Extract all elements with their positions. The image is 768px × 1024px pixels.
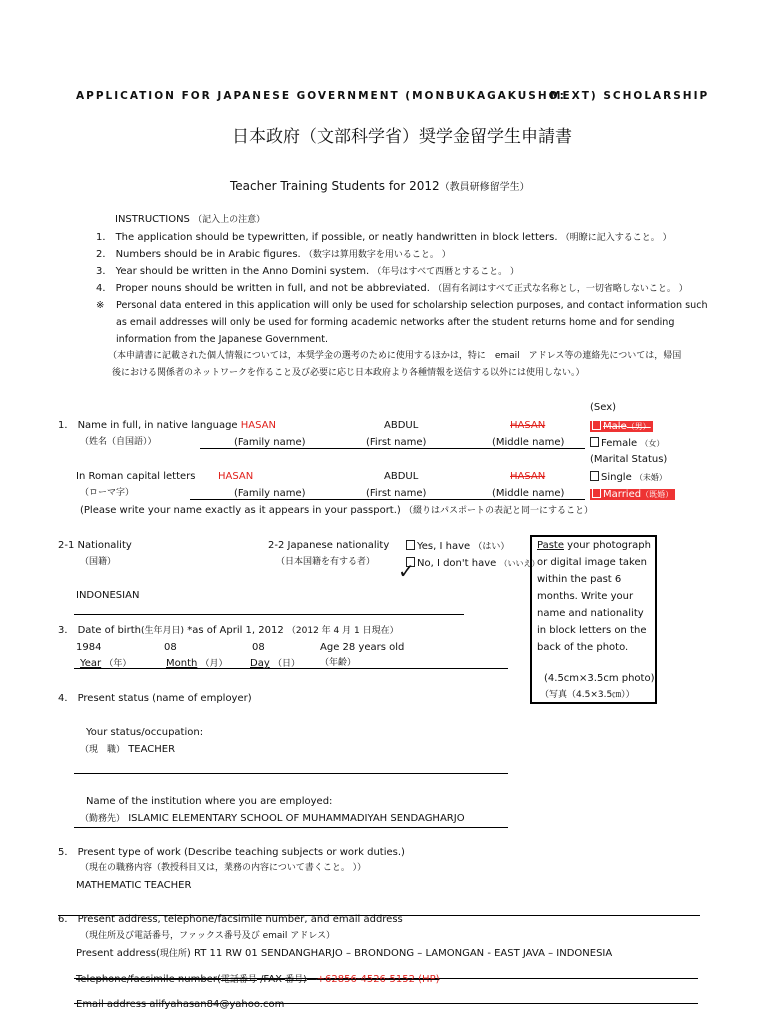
- marital-label: (Marital Status): [590, 454, 668, 465]
- col-first: (First name): [366, 488, 427, 499]
- occupation-row: （現 職） TEACHER: [80, 744, 176, 755]
- note-japanese: （本申請書に記載された個人情報については，本奨学金の選考のために使用するほかは，特に email アドレス等の連絡先については，帰国: [108, 351, 682, 361]
- single-option[interactable]: Single （未婚）: [590, 471, 667, 484]
- phone-row: Telephone/facsimile number(電話番号 /FAX 番号) +62856-4526-5152 (HP): [76, 974, 440, 985]
- yes-checkbox: [406, 540, 415, 550]
- instruction-item: 3． Year should be written in the Anno Domini system. （年号はすべて西暦とすること。 ）: [96, 266, 520, 277]
- occupation-line: [74, 773, 508, 774]
- photo-size: (4.5cm×3.5cm photo): [544, 673, 655, 684]
- passport-note: (Please write your name exactly as it appears in your passport.) （綴りはパスポートの表記と同一にすること）: [80, 505, 594, 516]
- single-checkbox: [590, 471, 599, 481]
- photo-size-ja: （写真（4.5×3.5㎝））: [540, 690, 635, 700]
- year-label: Year （年）: [80, 658, 132, 669]
- sex-male-option[interactable]: Male（男）: [590, 420, 653, 433]
- age-value: Age 28 years old: [320, 642, 405, 653]
- jp-no-option[interactable]: No, I don't have （いいえ）: [406, 557, 539, 570]
- work-label-ja: （現在の職務内容（教授科目又は，業務の内容について書くこと。 ））: [80, 863, 367, 873]
- roman-label: In Roman capital letters: [76, 471, 196, 482]
- roman-label-ja: （ローマ字）: [80, 488, 135, 498]
- address-row: Present address(現住所) RT 11 RW 01 SENDANGHARJO – BRONDONG – LAMONGAN - EAST JAVA – INDONESIA: [76, 948, 613, 959]
- col-middle: (Middle name): [492, 488, 565, 499]
- dob-year: 1984: [76, 642, 102, 653]
- col-first: (First name): [366, 437, 427, 448]
- roman-first-name: ABDUL: [384, 471, 419, 482]
- roman-middle-name: HASAN: [510, 471, 546, 482]
- dob-label: 3． Date of birth(生年月日) *as of April 1, 2012 （2012 年 4 月 1 日現在）: [58, 625, 399, 636]
- age-label: （年齢）: [320, 658, 357, 668]
- nationality-value: INDONESIAN: [76, 590, 140, 601]
- title-japanese: 日本政府（文部科学省）奨学金留学生申請書: [232, 127, 572, 147]
- col-middle: (Middle name): [492, 437, 565, 448]
- jp-yes-option[interactable]: Yes, I have （はい）: [406, 540, 509, 553]
- email-value: alifyahasan84@yahoo.com: [149, 999, 285, 1010]
- note-line: as email addresses will only be used for forming academic networks after the student returns home and for sending: [116, 317, 675, 328]
- male-checkbox: [592, 420, 601, 430]
- address-value: ) RT 11 RW 01 SENDANGHARJO – BRONDONG – LAMONGAN - EAST JAVA – INDONESIA: [186, 948, 613, 959]
- address-section-line: [58, 915, 700, 916]
- jp-nationality-label: 2-2 Japanese nationality: [268, 540, 390, 551]
- note-japanese: 後における関係者のネットワークを作ること及び必要に応じ日本政府より各種情報を送信する以外には使用しない。）: [112, 368, 585, 378]
- native-middle-name: HASAN: [510, 420, 546, 431]
- nationality-label: 2-1 Nationality: [58, 540, 132, 551]
- address-section-label-ja: （現住所及び電話番号，ファックス番号及び email アドレス）: [80, 931, 336, 941]
- institution-line: [74, 827, 508, 828]
- married-checkbox: [592, 488, 601, 498]
- native-label-ja: （姓名（自国語））: [80, 437, 157, 447]
- instruction-item: 2． Numbers should be in Arabic figures. （数字は算用数字を用いること。 ）: [96, 249, 451, 260]
- nationality-line: [74, 614, 464, 615]
- sex-label: (Sex): [590, 402, 617, 413]
- note-line: information from the Japanese Government.: [116, 334, 329, 345]
- check-mark: ✓: [398, 559, 415, 583]
- occupation-value: TEACHER: [128, 744, 176, 755]
- institution-row: （勤務先） ISLAMIC ELEMENTARY SCHOOL OF MUHAMMADIYAH SENDAGHARJO: [80, 813, 465, 824]
- native-first-name: ABDUL: [384, 420, 419, 431]
- photo-instruction: Paste your photograph: [537, 540, 651, 551]
- photo-instruction: months. Write your: [537, 591, 634, 602]
- sex-female-option[interactable]: Female （女）: [590, 437, 664, 450]
- email-row: Email address alifyahasan84@yahoo.com: [76, 999, 285, 1010]
- status-label: 4． Present status (name of employer): [58, 693, 252, 704]
- occupation-label: Your status/occupation:: [86, 727, 204, 738]
- institution-label: Name of the institution where you are employed:: [86, 796, 333, 807]
- native-family-name: HASAN: [240, 420, 276, 431]
- col-family: (Family name): [234, 437, 306, 448]
- section1-label: 1． Name in full, in native language HASAN: [58, 420, 276, 431]
- title-english-mext: MEXT) SCHOLARSHIP: [550, 90, 710, 102]
- address-section-label: 6． Present address, telephone/facsimile number, and email address: [58, 914, 403, 925]
- dob-month: 08: [164, 642, 177, 653]
- married-option[interactable]: Married（既婚）: [590, 488, 675, 501]
- note-mark: ※: [96, 300, 105, 311]
- female-checkbox: [590, 437, 599, 447]
- photo-instruction: or digital image taken: [537, 557, 647, 568]
- instruction-item: 4． Proper nouns should be written in full, and not be abbreviated. （固有名詞はすべて正式な名称とし，一切省略しないこと。 ）: [96, 283, 688, 294]
- nationality-label-ja: （国籍）: [80, 557, 117, 567]
- phone-value: +62856-4526-5152 (HP): [316, 974, 440, 985]
- day-label: Day （日）: [250, 658, 300, 669]
- month-label: Month （月）: [166, 658, 228, 669]
- roman-family-name: HASAN: [218, 471, 254, 482]
- subtitle: Teacher Training Students for 2012（教員研修留学生）: [230, 179, 530, 193]
- jp-nationality-label-ja: （日本国籍を有する者）: [276, 557, 376, 567]
- photo-instruction: name and nationality: [537, 608, 644, 619]
- photo-instruction: in block letters on the: [537, 625, 647, 636]
- col-family: (Family name): [234, 488, 306, 499]
- photo-instruction: within the past 6: [537, 574, 622, 585]
- note-line: Personal data entered in this application will only be used for scholarship selection purposes, and contact information such: [116, 300, 708, 311]
- title-english: APPLICATION FOR JAPANESE GOVERNMENT (MONBUKAGAKUSHO:: [76, 90, 566, 102]
- instruction-item: 1． The application should be typewritten, if possible, or neatly handwritten in block letters. （明瞭に記入すること。 ）: [96, 232, 672, 243]
- work-label: 5． Present type of work (Describe teaching subjects or work duties.): [58, 847, 405, 858]
- photo-instruction: back of the photo.: [537, 642, 629, 653]
- instructions-heading: INSTRUCTIONS （記入上の注意）: [115, 214, 266, 225]
- work-value: MATHEMATIC TEACHER: [76, 880, 192, 891]
- institution-value: ISLAMIC ELEMENTARY SCHOOL OF MUHAMMADIYAH SENDAGHARJO: [128, 813, 465, 824]
- dob-day: 08: [252, 642, 265, 653]
